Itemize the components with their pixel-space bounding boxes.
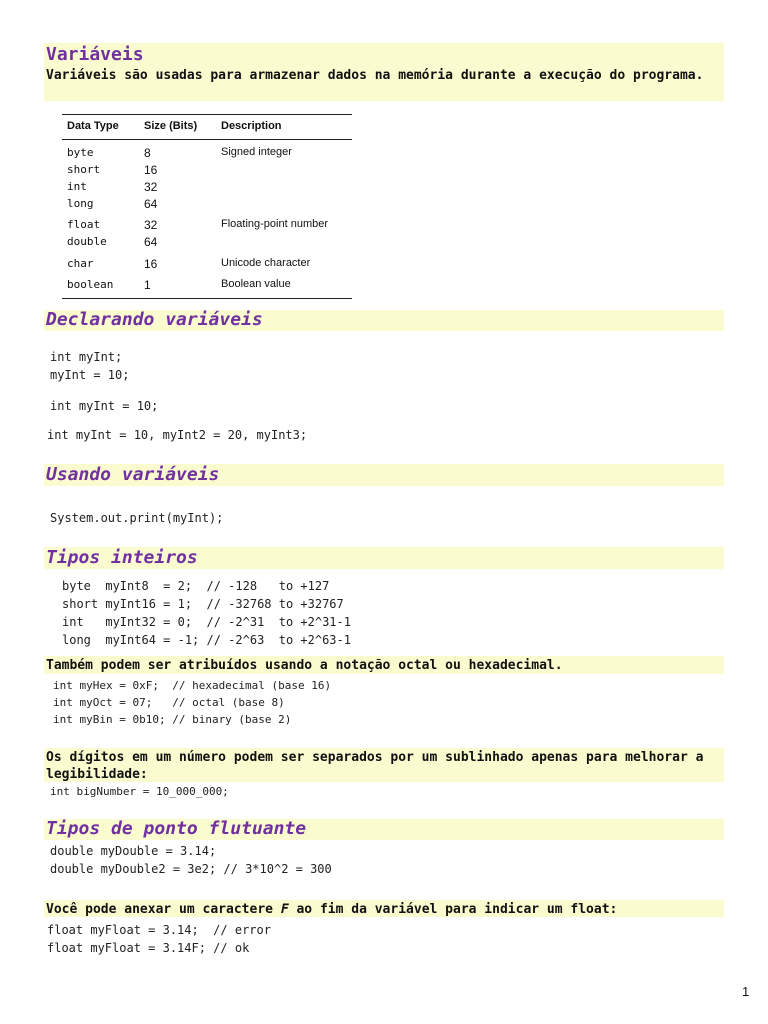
table-cell-type: short bbox=[67, 163, 101, 176]
table-cell-size: 16 bbox=[144, 257, 158, 271]
heading-usando-variaveis: Usando variáveis bbox=[46, 464, 220, 485]
code-declare-multiple: int myInt = 10, myInt2 = 20, myInt3; bbox=[47, 428, 308, 442]
float-suffix-note bbox=[46, 901, 718, 918]
heading-tipos-ponto-flutuante: Tipos de ponto flutuante bbox=[46, 818, 307, 839]
table-cell-description: Boolean value bbox=[221, 278, 291, 290]
code-float: float myFloat = 3.14; // error float myFloat = 3.14F; // ok bbox=[47, 923, 271, 955]
table-cell-type: boolean bbox=[67, 278, 114, 291]
table-cell-type: byte bbox=[67, 146, 94, 159]
table-header-rule bbox=[62, 139, 352, 140]
table-cell-size: 64 bbox=[144, 197, 158, 211]
float-suffix-note-before: Você pode anexar um caractere bbox=[46, 902, 281, 917]
table-cell-type: float bbox=[67, 218, 101, 231]
table-header-size: Size (Bits) bbox=[144, 120, 198, 132]
table-cell-description: Unicode character bbox=[221, 257, 311, 269]
table-cell-type: int bbox=[67, 180, 87, 193]
table-bottom-rule bbox=[62, 298, 352, 299]
table-cell-size: 32 bbox=[144, 180, 158, 194]
table-top-rule bbox=[62, 114, 352, 115]
table-header-description: Description bbox=[221, 120, 282, 132]
table-header-type: Data Type bbox=[67, 120, 119, 132]
code-octal-hex: int myHex = 0xF; // hexadecimal (base 16) int myOct = 07; // octal (base 8) int myBin = 0b10; // binary (base 2) bbox=[53, 679, 332, 726]
table-cell-type: long bbox=[67, 197, 94, 210]
table-cell-description: Signed integer bbox=[221, 146, 292, 158]
variaveis-intro: Variáveis são usadas para armazenar dados na memória durante a execução do programa. bbox=[46, 68, 704, 83]
table-cell-size: 32 bbox=[144, 218, 158, 232]
code-declare-initialize: int myInt = 10; bbox=[50, 399, 159, 413]
float-suffix-letter: F bbox=[280, 902, 289, 917]
code-print: System.out.print(myInt); bbox=[50, 511, 224, 525]
table-cell-description: Floating-point number bbox=[221, 218, 329, 230]
code-underscore: int bigNumber = 10_000_000; bbox=[50, 785, 229, 798]
table-cell-size: 1 bbox=[144, 278, 151, 292]
heading-tipos-inteiros: Tipos inteiros bbox=[46, 547, 198, 568]
table-cell-type: char bbox=[67, 257, 94, 270]
float-suffix-note-after: ao fim da variável para indicar um float: bbox=[288, 902, 618, 917]
code-declare-separate: int myInt; myInt = 10; bbox=[50, 350, 130, 382]
heading-variaveis: Variáveis bbox=[46, 44, 144, 65]
underscore-note: Os dígitos em um número podem ser separados por um sublinhado apenas para melhorar a legibilidade: bbox=[46, 750, 704, 782]
table-cell-type: double bbox=[67, 235, 107, 248]
table-cell-size: 16 bbox=[144, 163, 158, 177]
page-number: 1 bbox=[742, 984, 750, 999]
code-double: double myDouble = 3.14; double myDouble2 = 3e2; // 3*10^2 = 300 bbox=[50, 844, 332, 876]
code-integer-types: byte myInt8 = 2; // -128 to +127 short myInt16 = 1; // -32768 to +32767 int myInt32 = 0; // -2^31 to +2^31-1 long myInt64 = -1; // -2^63 to +2^63-1 bbox=[62, 579, 351, 647]
table-cell-size: 64 bbox=[144, 235, 158, 249]
octal-hex-note: Também podem ser atribuídos usando a notação octal ou hexadecimal. bbox=[46, 658, 563, 673]
heading-declarando-variaveis: Declarando variáveis bbox=[46, 309, 263, 330]
table-cell-size: 8 bbox=[144, 146, 151, 160]
